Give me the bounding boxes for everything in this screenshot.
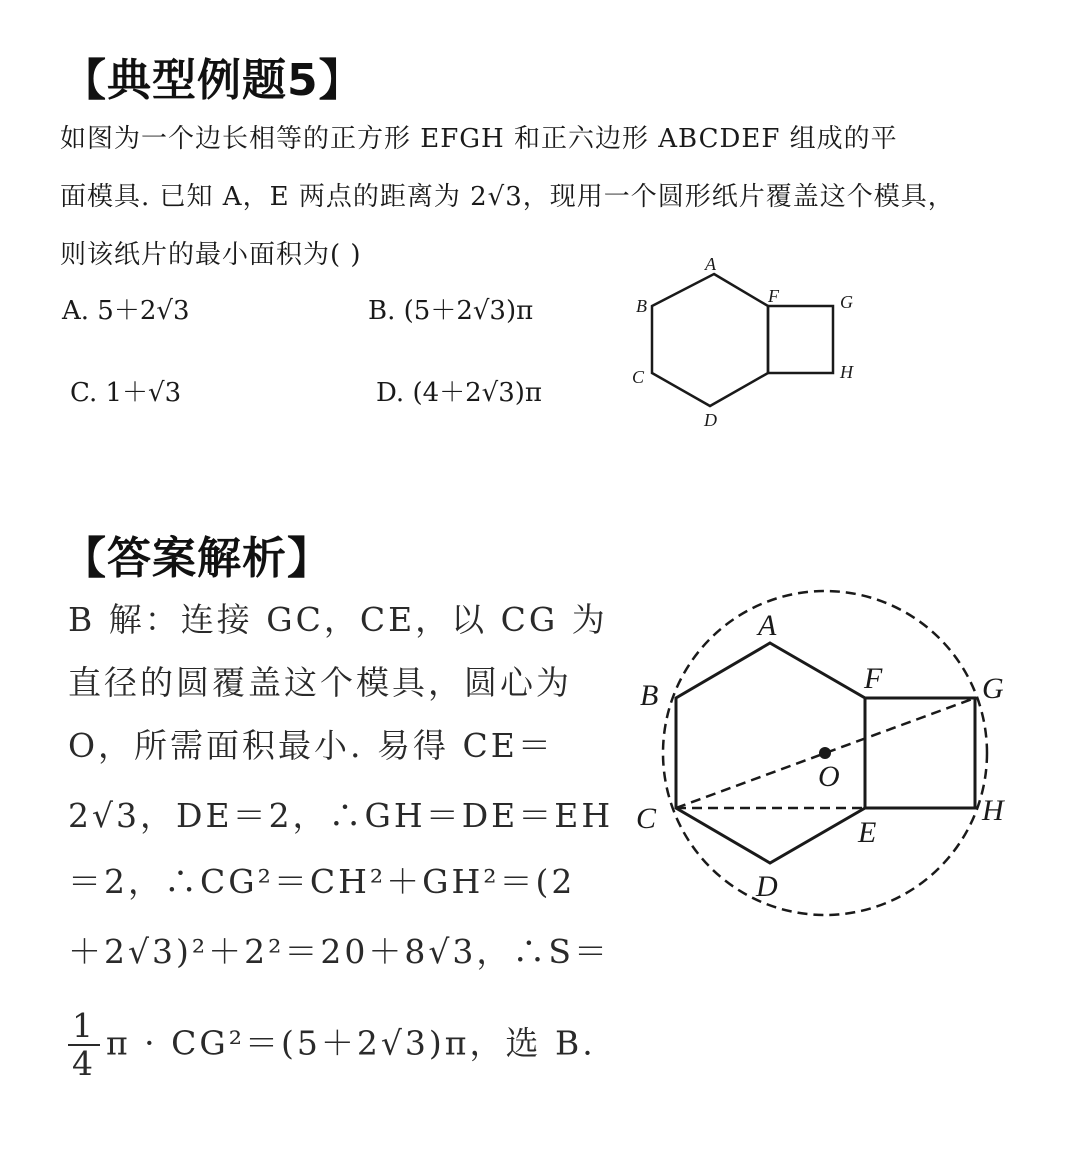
- solution-line-4: 2√3，DE＝2，∴GH＝DE＝EH: [68, 796, 614, 835]
- label-f: F: [864, 662, 883, 695]
- option-a[interactable]: A. 5＋2√3: [62, 296, 190, 326]
- label-g: G: [840, 292, 853, 312]
- solution-line-7: [68, 1008, 596, 1083]
- square-efgh: [865, 698, 975, 808]
- label-c: C: [632, 367, 645, 387]
- label-c: C: [636, 802, 657, 835]
- label-b: B: [636, 296, 647, 316]
- label-e: E: [858, 816, 877, 849]
- label-d: D: [704, 410, 717, 430]
- option-c[interactable]: C. 1＋√3: [70, 378, 182, 408]
- hexagon-abcdef: [676, 643, 865, 863]
- label-f: F: [768, 286, 779, 306]
- square-efgh: [768, 306, 833, 373]
- label-a: A: [758, 609, 777, 642]
- fraction-one-quarter: [68, 1008, 100, 1083]
- solution-last-text: π · CG²＝(5＋2√3)π，选 B.: [106, 1023, 596, 1063]
- center-point-o: [819, 747, 831, 759]
- label-b: B: [640, 679, 659, 712]
- solution-line-6: ＋2√3)²＋2²＝20＋8√3，∴S＝: [68, 932, 610, 971]
- label-h: H: [982, 794, 1004, 827]
- problem-line-1: 如图为一个边长相等的正方形 EFGH 和正六边形 ABCDEF 组成的平: [60, 124, 898, 154]
- hexagon-abcdef: [652, 274, 768, 406]
- problem-heading: 【典型例题5】: [62, 55, 364, 106]
- label-h: H: [840, 362, 853, 382]
- label-o: O: [818, 760, 840, 793]
- fraction-denominator: 4: [72, 1044, 96, 1084]
- solution-line-5: ＝2，∴CG²＝CH²＋GH²＝(2: [68, 862, 576, 901]
- label-d: D: [756, 870, 778, 903]
- option-d[interactable]: D. (4＋2√3)π: [376, 378, 543, 408]
- solution-line-1: B 解：连接 GC，CE，以 CG 为: [68, 600, 608, 639]
- label-a: A: [705, 254, 716, 274]
- answer-heading: 【答案解析】: [62, 533, 332, 584]
- problem-line-2: 面模具. 已知 A，E 两点的距离为 2√3，现用一个圆形纸片覆盖这个模具，: [60, 182, 955, 212]
- answer-figure: [620, 580, 1040, 930]
- option-b[interactable]: B. (5＋2√3)π: [368, 296, 534, 326]
- problem-line-3: 则该纸片的最小面积为( ): [60, 240, 362, 270]
- problem-figure: [600, 240, 900, 440]
- solution-line-3: O，所需面积最小. 易得 CE＝: [68, 726, 554, 765]
- solution-line-2: 直径的圆覆盖这个模具，圆心为: [68, 663, 572, 702]
- fraction-numerator: 1: [68, 1008, 100, 1046]
- label-g: G: [982, 672, 1004, 705]
